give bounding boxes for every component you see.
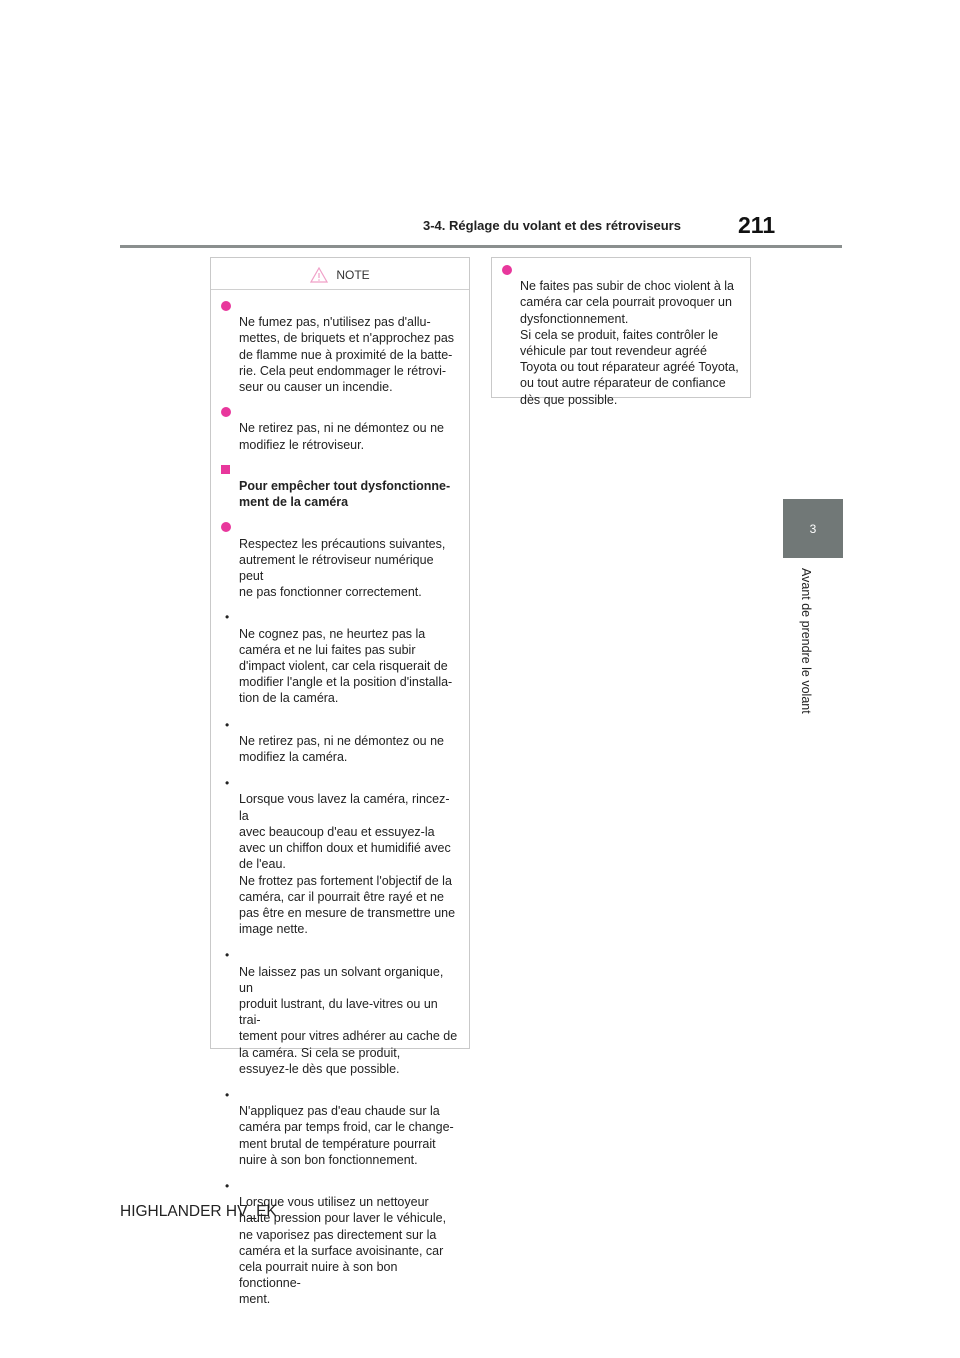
- note-body: [492, 258, 750, 408]
- note-item: [221, 404, 459, 453]
- note-item: [221, 298, 459, 395]
- note-body: [211, 290, 469, 1308]
- note-item-text: Ne retirez pas, ni ne démontez ou ne modifiez le rétroviseur.: [239, 421, 444, 452]
- list-item: [221, 1087, 459, 1168]
- bullet-icon: •: [225, 717, 230, 732]
- chapter-number: 3: [809, 521, 817, 536]
- note-subheading-text: Pour empêcher tout dysfonctionne- ment de la caméra: [239, 479, 451, 510]
- list-item: [221, 775, 459, 937]
- list-item-text: Lorsque vous utilisez un nettoyeur haute pression pour laver le véhicule, ne vaporisez pas directement sur la caméra et la surface avoisinante, car cela pourrait nuire à son bon fonctionne- ment.: [239, 1195, 447, 1307]
- note-item: [221, 519, 459, 600]
- note-item: [502, 262, 740, 408]
- pink-dot-icon: [221, 407, 231, 417]
- bullet-icon: •: [225, 948, 230, 963]
- pink-square-icon: [221, 465, 230, 474]
- list-item-text: Ne laissez pas un solvant organique, un produit lustrant, du lave-vitres ou un trai- tement pour vitres adhérer au cache de la caméra. Si cela se produit, essuyez-le dès que possible.: [239, 964, 458, 1076]
- header-divider: [120, 245, 842, 248]
- note-item-text: Respectez les précautions suivantes, autrement le rétroviseur numérique peut ne pas fonctionner correctement.: [239, 536, 446, 600]
- pink-dot-icon: [502, 265, 512, 275]
- warning-triangle-icon: [310, 267, 328, 283]
- page-number: 211: [738, 212, 776, 238]
- chapter-label: Avant de prendre le volant: [799, 568, 813, 714]
- note-header: [211, 258, 469, 290]
- list-item-text: N'appliquez pas d'eau chaude sur la caméra par temps froid, car le change- ment brutal de température pourrait nuire à son bon fonctionnement.: [239, 1104, 454, 1167]
- list-item-text: Ne retirez pas, ni ne démontez ou ne modifiez la caméra.: [239, 733, 444, 765]
- note-subheading: [221, 462, 459, 511]
- chapter-tab[interactable]: [783, 499, 843, 558]
- list-item: [221, 717, 459, 766]
- list-item-text: Lorsque vous lavez la caméra, rincez-la avec beaucoup d'eau et essuyez-la avec un chiffon doux et humidifié avec de l'eau. Ne frottez pas fortement l'objectif de la caméra, car il pourrait être rayé et ne pas être en mesure de transmettre une image nette.: [239, 792, 456, 937]
- list-item: [221, 609, 459, 706]
- pink-dot-icon: [221, 522, 231, 532]
- note-box-continued: [491, 257, 751, 407]
- list-item: [221, 947, 459, 1077]
- footer-model: HIGHLANDER HV_EK: [120, 1203, 277, 1220]
- note-item-text: Ne faites pas subir de choc violent à la caméra car cela pourrait provoquer un dysfonctionnement. Si cela se produit, faites contrôler le véhicule par tout revendeur agréé Toyota ou tout réparateur agréé Toyota, ou tout autre réparateur de confiance dès que possible.: [520, 279, 739, 407]
- bullet-icon: •: [225, 1087, 230, 1102]
- list-item: [221, 1178, 459, 1308]
- note-heading: NOTE: [336, 267, 370, 282]
- pink-dot-icon: [221, 301, 231, 311]
- bullet-icon: •: [225, 610, 230, 625]
- note-item-text: Ne fumez pas, n'utilisez pas d'allu- mettes, de briquets et n'approchez pas de flamme nue à proximité de la batte- rie. Cela peut endommager le rétrovi- seur ou causer un incendie.: [239, 315, 455, 395]
- list-item-text: Ne cognez pas, ne heurtez pas la caméra et ne lui faites pas subir d'impact violent, car cela risquerait de modifier l'angle et la position d'installa- tion de la caméra.: [239, 626, 453, 706]
- bullet-icon: •: [225, 1178, 230, 1193]
- bullet-icon: •: [225, 776, 230, 791]
- section-title: 3-4. Réglage du volant et des rétroviseurs: [423, 218, 681, 233]
- note-box: [210, 257, 470, 1307]
